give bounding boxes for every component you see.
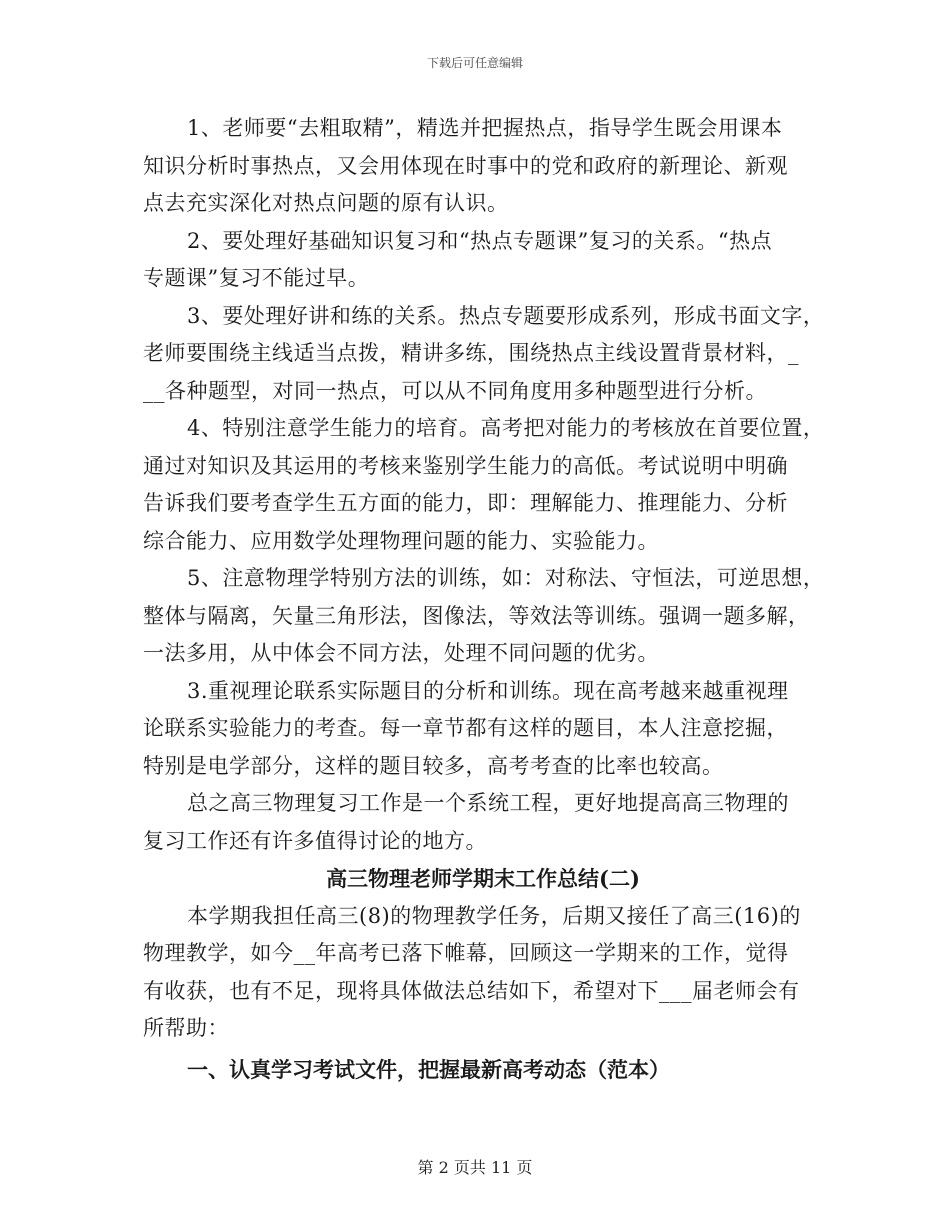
text-line: 复习工作还有许多值得讨论的地方。: [143, 828, 487, 853]
text-line: 2、要处理好基础知识复习和“热点专题课”复习的关系。“热点: [187, 228, 773, 253]
section-title: 高三物理老师学期末工作总结(二): [326, 866, 640, 891]
paragraph-4: [143, 410, 823, 560]
page-footer: 第 2 页共 11 页: [417, 1158, 533, 1177]
paragraph-7: [143, 785, 823, 860]
text-line: 物理教学，如今__年高考已落下帷幕，回顾这一学期来的工作，觉得: [143, 941, 789, 965]
text-line: 本学期我担任高三(8)的物理教学任务，后期又接任了高三(16)的: [187, 903, 801, 928]
text-line: 通过对知识及其运用的考核来鉴别学生能力的高低。考试说明中明确: [143, 453, 788, 478]
text-line: 所帮助：: [143, 1016, 229, 1040]
text-line: 一法多用，从中体会不同方法，处理不同问题的优劣。: [143, 641, 659, 665]
text-line: 整体与隔离，矢量三角形法，图像法，等效法等训练。强调一题多解，: [143, 603, 810, 628]
text-line: 总之高三物理复习工作是一个系统工程，更好地提高高三物理的: [187, 791, 789, 815]
text-line: 老师要围绕主线适当点拨，精讲多练，围绕热点主线设置背景材料，_: [143, 341, 799, 365]
page-header: 下载后可任意编辑: [426, 56, 523, 70]
paragraph-3: [143, 298, 823, 411]
paragraph-6: [143, 673, 823, 786]
text-line: 特别是电学部分，这样的题目较多，高考考查的比率也较高。: [143, 753, 724, 778]
paragraph-5: [143, 560, 823, 673]
text-line: 综合能力、应用数学处理物理问题的能力、实验能力。: [143, 528, 659, 553]
text-line: __各种题型，对同一热点，可以从不同角度用多种题型进行分析。: [143, 378, 767, 403]
text-line: 4、特别注意学生能力的培育。高考把对能力的考核放在首要位置，: [187, 416, 825, 440]
text-line: 5、注意物理学特别方法的训练，如：对称法、守恒法，可逆思想，: [187, 566, 825, 590]
text-line: 点去充实深化对热点问题的原有认识。: [143, 191, 509, 215]
text-line: 1、老师要“去粗取精”，精选并把握热点，指导学生既会用课本: [187, 116, 783, 140]
text-line: 知识分析时事热点，又会用体现在时事中的党和政府的新理论、新观: [143, 153, 788, 178]
text-line: 论联系实验能力的考查。每一章节都有这样的题目，本人注意挖掘，: [143, 716, 788, 740]
intro-paragraph: [143, 898, 823, 1048]
text-line: 3、要处理好讲和练的关系。热点专题要形成系列，形成书面文字，: [187, 303, 825, 328]
text-line: 告诉我们要考查学生五方面的能力，即：理解能力、推理能力、分析: [143, 491, 788, 515]
paragraph-1: [143, 110, 823, 223]
section-heading: 一、认真学习考试文件，把握最新高考动态（范本）: [187, 1056, 670, 1082]
text-line: 3.重视理论联系实际题目的分析和训练。现在高考越来越重视理: [187, 678, 789, 703]
text-line: 有收获，也有不足，现将具体做法总结如下，希望对下___届老师会有: [143, 978, 800, 1003]
document-body: [143, 110, 823, 1092]
text-line: 专题课”复习不能过早。: [143, 266, 370, 290]
paragraph-2: [143, 223, 823, 298]
